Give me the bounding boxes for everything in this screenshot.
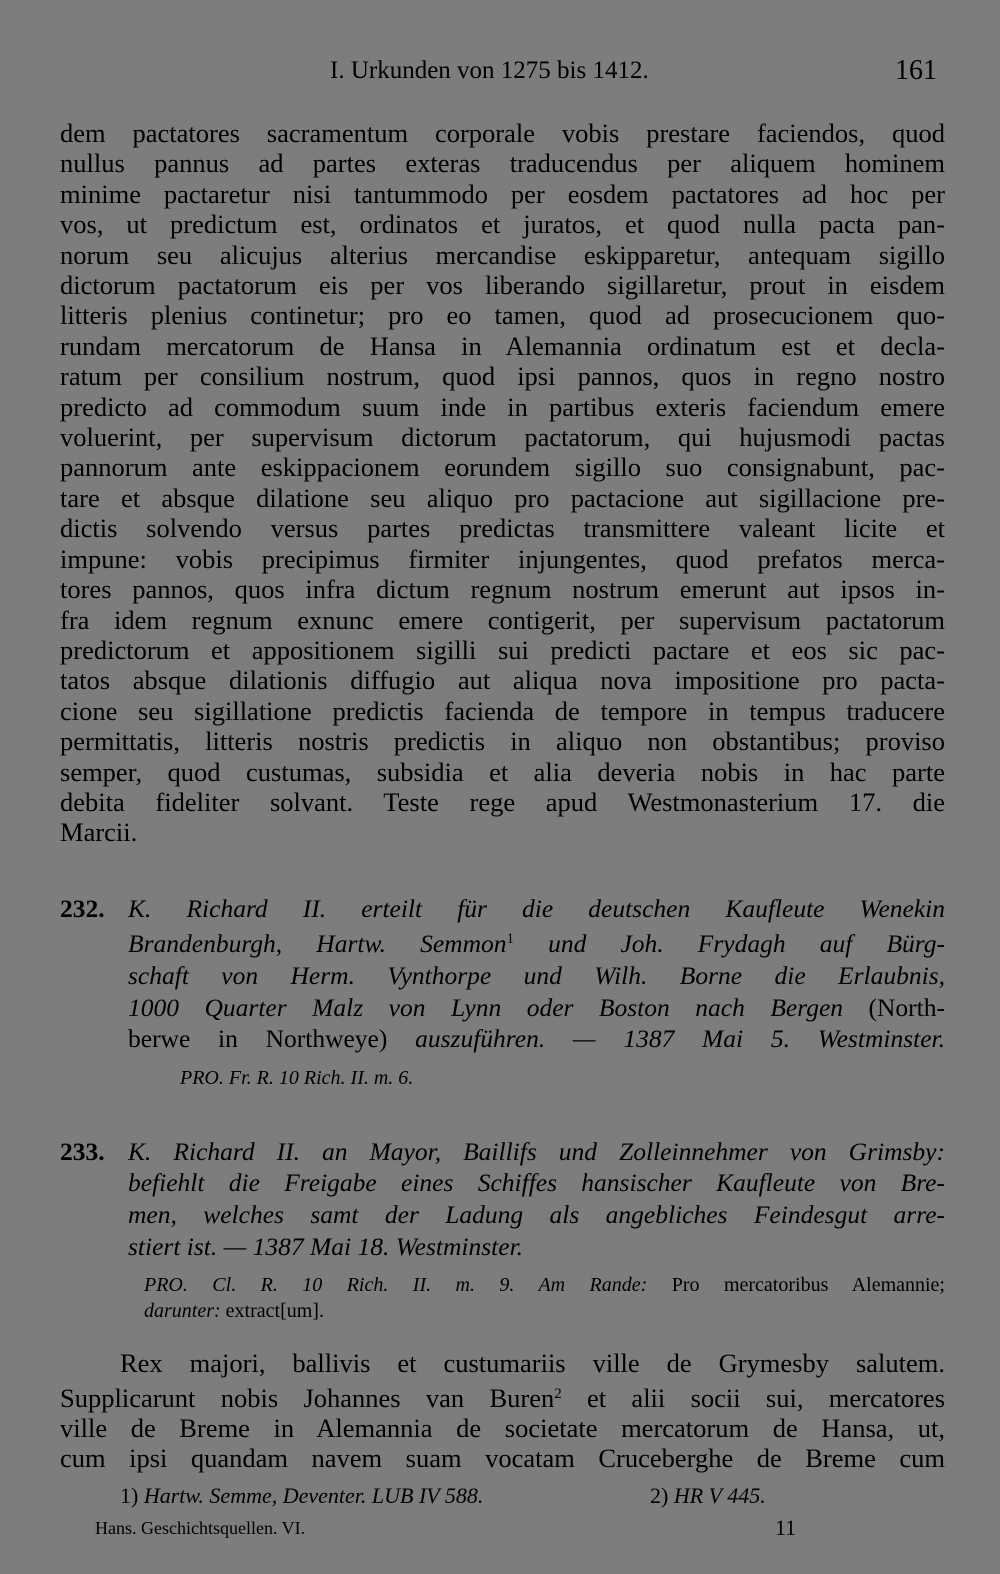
entry-number: 233. [60, 1136, 105, 1166]
source-line [144, 1272, 945, 1298]
entry-line [128, 1023, 945, 1055]
series-title: Hans. Geschichtsquellen. VI. [95, 1518, 306, 1538]
entry-text: auszuführen. — 1387 Mai 5. Westminster. [387, 1024, 945, 1054]
entry-text-upright: berwe in Northweye) [128, 1024, 388, 1054]
text-line: litteris plenius continetur; pro eo tamen, quod ad prosecucionem quo- [60, 300, 945, 331]
letter-text-part: et alii socii sui, mercatores [561, 1382, 946, 1413]
entry-line: K. Richard II. an Mayor, Baillifs und Zolleinnehmer von Grimsby: [128, 1136, 945, 1166]
text-line: pannorum ante eskippacionem eorundem sigillo suo consignabunt, pac- [60, 452, 945, 483]
letter-text [60, 1348, 945, 1474]
text-line: semper, quod custumas, subsidia et alia deveria nobis in hac parte [60, 756, 945, 787]
text-line: tores pannos, quos infra dictum regnum nostrum emerunt aut ipsos in- [60, 574, 945, 605]
source-text: PRO. Cl. R. 10 Rich. II. m. 9. Am Rande: [144, 1274, 672, 1297]
footnote-marker: 1 [506, 931, 514, 948]
text-line: cum ipsi quandam navem suam vocatam Cruceberghe de Breme cum [60, 1443, 945, 1474]
source-line [144, 1298, 945, 1324]
text-line: ratum per consilium nostrum, quod ipsi pannos, quos in regno nostro [60, 361, 945, 392]
letter-text-part: Supplicarunt nobis Johannes van Buren [60, 1382, 555, 1413]
text-line: ville de Breme in Alemannia de societate mercatorum de Hansa, ut, [60, 1412, 945, 1443]
text-line: vos, ut predictum est, ordinatos et juratos, et quod nulla pacta pan- [60, 209, 945, 240]
page-body [60, 118, 945, 1474]
text-line: debita fideliter solvant. Teste rege apud Westmonasterium 17. die [60, 786, 945, 817]
source-text: darunter: [144, 1300, 226, 1323]
text-line: voluerint, per supervisum dictorum pactatorum, qui hujusmodi pactas [60, 422, 945, 453]
text-line: Marcii. [60, 817, 138, 848]
footnote-marker: 2 [554, 1385, 562, 1402]
text-line: minime pactaretur nisi tantummodo per eosdem pactatores ad hoc per [60, 178, 945, 209]
footnotes [120, 1483, 840, 1509]
entry-number: 232. [60, 893, 105, 923]
source-reference [144, 1272, 945, 1324]
entry-line: men, welches samt der Ladung als angebliches Feindesgut arre- [128, 1199, 945, 1229]
entry-232 [60, 893, 945, 1091]
entry-text: 1000 Quarter Malz von Lynn oder Boston nach Bergen [128, 992, 869, 1022]
text-line: predictorum et appositionem sigilli sui predicti pactare et eos sic pac- [60, 634, 945, 665]
footnote-text: HR V 445. [673, 1483, 766, 1508]
text-line: tare et absque dilatione seu aliquo pro pactacione aut sigillacione pre- [60, 482, 945, 513]
document-text-continuation [60, 118, 945, 848]
entry-line: befiehlt die Freigabe eines Schiffes hansischer Kaufleute von Bre- [128, 1168, 945, 1198]
text-line: Rex majori, ballivis et custumariis ville de Grymesby salutem. [120, 1348, 945, 1379]
entry-line [128, 924, 945, 960]
entry-line: K. Richard II. erteilt für die deutschen Kaufleute Wenekin [128, 893, 945, 923]
footnote-number: 1) [120, 1483, 144, 1508]
entry-233 [60, 1136, 945, 1324]
footnote-text: Hartw. Semme, Deventer. LUB IV 588. [143, 1483, 484, 1508]
entry-line: schaft von Herm. Vynthorpe und Wilh. Borne die Erlaubnis, [128, 960, 945, 990]
footnote-1 [120, 1483, 483, 1508]
entry-line [128, 992, 945, 1024]
text-line: dictis solvendo versus partes predictas transmittere valeant licite et [60, 513, 945, 544]
text-line: rundam mercatorum de Hansa in Alemannia ordinatum est et decla- [60, 330, 945, 361]
entry-line: stiert ist. — 1387 Mai 18. Westminster. [128, 1231, 524, 1261]
source-text-upright: extract[um]. [225, 1300, 324, 1323]
entry-text: und Joh. Frydagh auf Bürg- [513, 929, 945, 959]
text-line: permittatis, litteris nostris predictis in aliquo non obstantibus; proviso [60, 726, 945, 757]
source-reference: PRO. Fr. R. 10 Rich. II. m. 6. [180, 1066, 414, 1089]
footnote-2 [650, 1483, 766, 1509]
source-text-upright: Pro mercatoribus Alemannie; [671, 1274, 945, 1297]
page-number: 161 [895, 55, 937, 86]
text-line: dictorum pactatorum eis per vos liberando sigillaretur, prout in eisdem [60, 270, 945, 301]
text-line: nullus pannus ad partes exteras traducendus per aliquem hominem [60, 148, 945, 179]
text-line [60, 1379, 945, 1413]
text-line: fra idem regnum exnunc emere contigerit, per supervisum pactatorum [60, 604, 945, 635]
text-line: impune: vobis precipimus firmiter injungentes, quod prefatos merca- [60, 543, 945, 574]
text-line: cione seu sigillatione predictis facienda de tempore in tempus traducere [60, 695, 945, 726]
footnote-number: 2) [650, 1483, 674, 1508]
running-header [0, 55, 1000, 91]
running-title: I. Urkunden von 1275 bis 1412. [330, 57, 649, 84]
signature-mark: 11 [775, 1515, 797, 1540]
entry-text-upright: (North- [868, 992, 945, 1022]
text-line: tatos absque dilationis diffugio aut aliqua nova impositione pro pacta- [60, 665, 945, 696]
page-footer [95, 1515, 855, 1540]
text-line: predicto ad commodum suum inde in partibus exteris faciendum emere [60, 391, 945, 422]
entry-text: Brandenburgh, Hartw. Semmon [128, 929, 507, 959]
text-line: dem pactatores sacramentum corporale vobis prestare faciendos, quod [60, 118, 945, 148]
text-line: norum seu alicujus alterius mercandise eskipparetur, antequam sigillo [60, 239, 945, 270]
